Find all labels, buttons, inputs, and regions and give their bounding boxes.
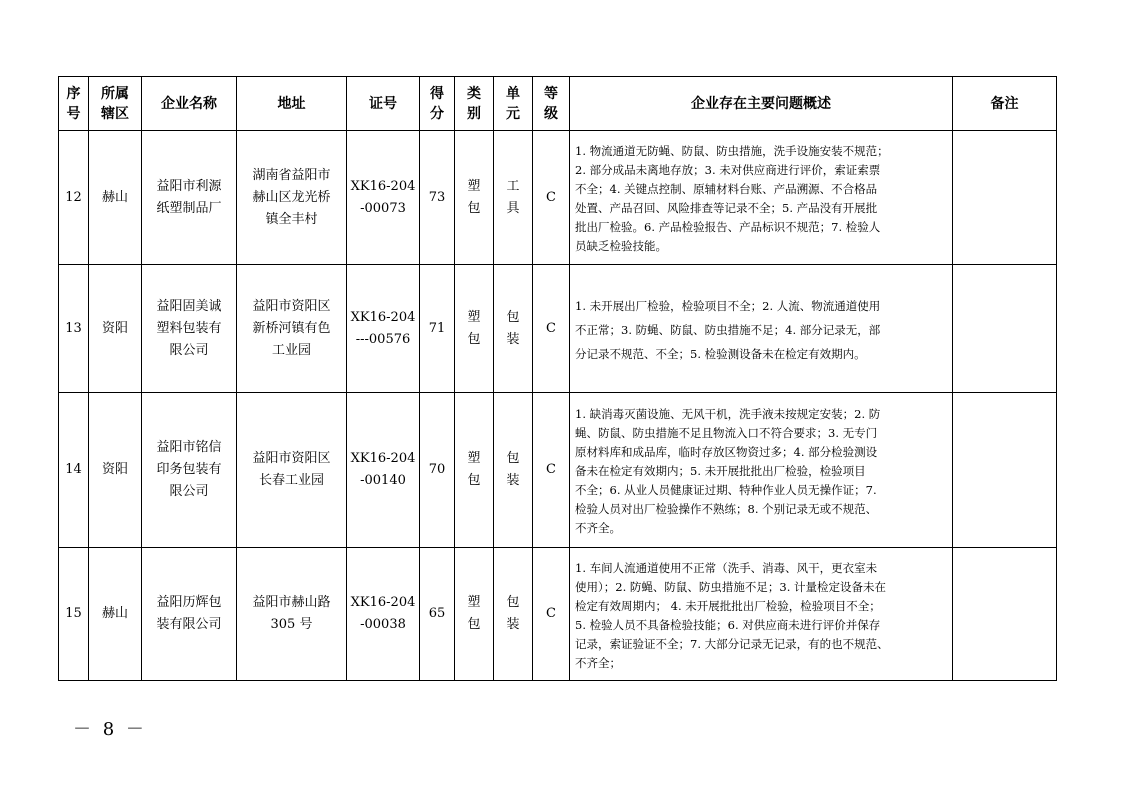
header-category: 类 别 bbox=[455, 77, 494, 131]
table-row bbox=[59, 131, 1057, 265]
cell-district: 赫山 bbox=[89, 131, 142, 265]
cell-category: 塑 包 bbox=[455, 131, 494, 265]
cell-unit: 包 装 bbox=[494, 548, 533, 681]
cell-problems: 1. 物流通道无防蝇、防鼠、防虫措施，洗手设施安装不规范； 2. 部分成品未离地存放；3. 未对供应商进行评价，索证索票 不全；4. 关键点控制、原辅材料台账、产品溯源、不合格品 处置、产品召回、风险排查等记录不全；5. 产品没有开展批 批出厂检验。6. 产品检验报告、产品标识不规范；7. 检验人 员缺乏检验技能。 bbox=[570, 131, 953, 265]
header-address: 地址 bbox=[237, 77, 347, 131]
header-grade: 等 级 bbox=[533, 77, 570, 131]
cell-remarks bbox=[953, 265, 1057, 393]
cell-grade: C bbox=[533, 131, 570, 265]
cell-score: 71 bbox=[420, 265, 455, 393]
cell-district: 资阳 bbox=[89, 265, 142, 393]
cell-score: 65 bbox=[420, 548, 455, 681]
problem-report-table bbox=[58, 76, 1057, 681]
cell-category: 塑 包 bbox=[455, 393, 494, 548]
cell-license: XK16-204 -00073 bbox=[347, 131, 420, 265]
cell-address: 益阳市资阳区 新桥河镇有色 工业园 bbox=[237, 265, 347, 393]
cell-district: 赫山 bbox=[89, 548, 142, 681]
header-district: 所属 辖区 bbox=[89, 77, 142, 131]
cell-address: 湖南省益阳市 赫山区龙光桥 镇全丰村 bbox=[237, 131, 347, 265]
table-row bbox=[59, 393, 1057, 548]
header-unit: 单 元 bbox=[494, 77, 533, 131]
header-problems: 企业存在主要问题概述 bbox=[570, 77, 953, 131]
cell-problems: 1. 车间人流通道使用不正常（洗手、消毒、风干，更衣室未 使用）；2. 防蝇、防鼠、防虫措施不足；3. 计量检定设备未在 检定有效周期内； 4. 未开展批批出厂检验，检验项目不全； 5. 检验人员不具备检验技能；6. 对供应商未进行评价并保存 记录，索证验证不全；7. 大部分记录无记录，有的也不规范、 不齐全； bbox=[570, 548, 953, 681]
table-header-row bbox=[59, 77, 1057, 131]
header-seq: 序 号 bbox=[59, 77, 89, 131]
table-row bbox=[59, 265, 1057, 393]
cell-license: XK16-204 -00038 bbox=[347, 548, 420, 681]
cell-unit: 包 装 bbox=[494, 265, 533, 393]
cell-category: 塑 包 bbox=[455, 265, 494, 393]
cell-score: 70 bbox=[420, 393, 455, 548]
cell-problems: 1. 未开展出厂检验，检验项目不全；2. 人流、物流通道使用 不正常；3. 防蝇、防鼠、防虫措施不足；4. 部分记录无，部 分记录不规范、不全；5. 检验测设备未在检定有效期内。 bbox=[570, 265, 953, 393]
cell-district: 资阳 bbox=[89, 393, 142, 548]
cell-company: 益阳固美诚 塑料包装有 限公司 bbox=[142, 265, 237, 393]
cell-grade: C bbox=[533, 265, 570, 393]
page-number: － 8 － bbox=[73, 719, 147, 740]
cell-score: 73 bbox=[420, 131, 455, 265]
cell-company: 益阳历辉包 装有限公司 bbox=[142, 548, 237, 681]
cell-seq: 15 bbox=[59, 548, 89, 681]
cell-unit: 工 具 bbox=[494, 131, 533, 265]
cell-seq: 13 bbox=[59, 265, 89, 393]
cell-license: XK16-204 ---00576 bbox=[347, 265, 420, 393]
cell-seq: 14 bbox=[59, 393, 89, 548]
header-remarks: 备注 bbox=[953, 77, 1057, 131]
cell-remarks bbox=[953, 393, 1057, 548]
table-row bbox=[59, 548, 1057, 681]
cell-remarks bbox=[953, 131, 1057, 265]
cell-problems: 1. 缺消毒灭菌设施、无风干机，洗手液未按规定安装；2. 防 蝇、防鼠、防虫措施不足且物流入口不符合要求；3. 无专门 原材料库和成品库，临时存放区物资过多；4. 部分检验测设 备未在检定有效期内；5. 未开展批批出厂检验，检验项目 不全；6. 从业人员健康证过期、特种作业人员无操作证；7. 检验人员对出厂检验操作不熟练；8. 个别记录无或不规范、 不齐全。 bbox=[570, 393, 953, 548]
cell-grade: C bbox=[533, 548, 570, 681]
cell-company: 益阳市铭信 印务包装有 限公司 bbox=[142, 393, 237, 548]
header-score: 得 分 bbox=[420, 77, 455, 131]
cell-address: 益阳市赫山路 305 号 bbox=[237, 548, 347, 681]
cell-seq: 12 bbox=[59, 131, 89, 265]
header-license: 证号 bbox=[347, 77, 420, 131]
cell-remarks bbox=[953, 548, 1057, 681]
cell-company: 益阳市利源 纸塑制品厂 bbox=[142, 131, 237, 265]
cell-address: 益阳市资阳区 长春工业园 bbox=[237, 393, 347, 548]
header-company: 企业名称 bbox=[142, 77, 237, 131]
cell-unit: 包 装 bbox=[494, 393, 533, 548]
cell-license: XK16-204 -00140 bbox=[347, 393, 420, 548]
cell-category: 塑 包 bbox=[455, 548, 494, 681]
cell-grade: C bbox=[533, 393, 570, 548]
